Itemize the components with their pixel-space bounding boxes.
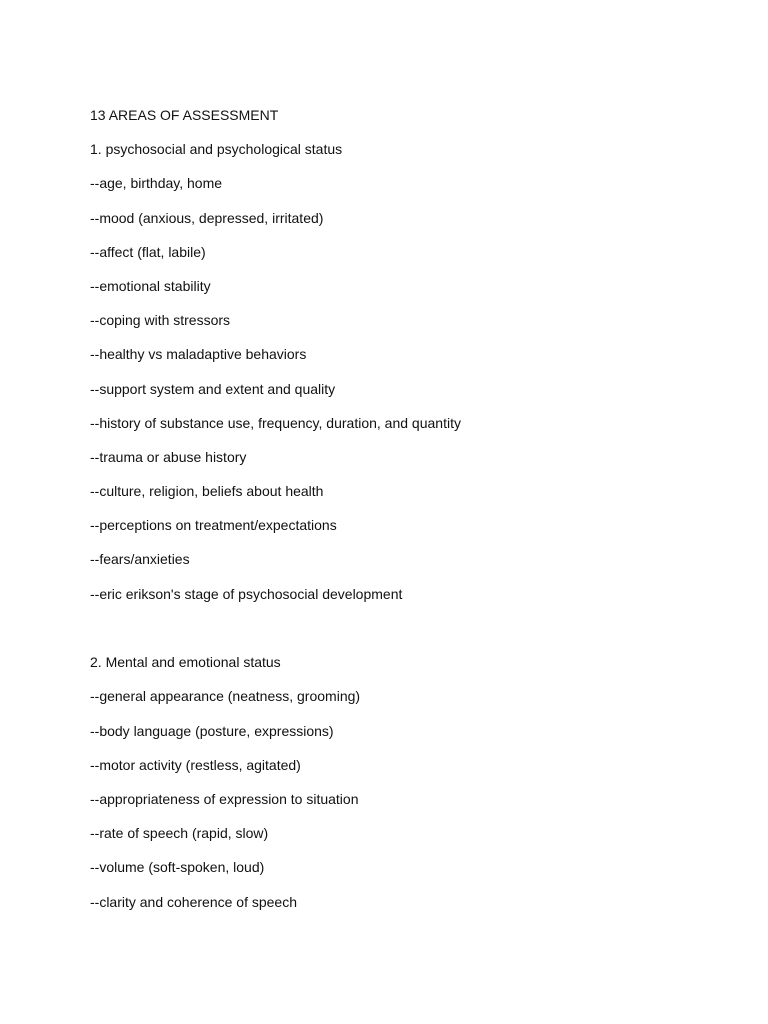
document-page xyxy=(90,107,730,928)
list-item: --motor activity (restless, agitated) xyxy=(90,756,301,773)
list-item: --support system and extent and quality xyxy=(90,380,336,397)
document-title: 13 AREAS OF ASSESSMENT xyxy=(90,107,279,123)
list-item: --clarity and coherence of speech xyxy=(90,893,297,910)
list-item: --healthy vs maladaptive behaviors xyxy=(90,346,307,363)
list-item: --rate of speech (rapid, slow) xyxy=(90,825,269,842)
list-item: --fears/anxieties xyxy=(90,551,190,568)
list-item: --mood (anxious, depressed, irritated) xyxy=(90,209,324,226)
section-heading: 1. psychosocial and psychological status xyxy=(90,141,343,158)
list-item: --coping with stressors xyxy=(90,312,231,329)
list-item: --emotional stability xyxy=(90,277,211,294)
list-item: --perceptions on treatment/expectations xyxy=(90,517,337,534)
list-item: --volume (soft-spoken, loud) xyxy=(90,859,265,876)
list-item: --body language (posture, expressions) xyxy=(90,722,334,739)
list-item: --history of substance use, frequency, duration, and quantity xyxy=(90,414,461,431)
list-item: --trauma or abuse history xyxy=(90,448,247,465)
list-item: --culture, religion, beliefs about health xyxy=(90,483,324,500)
list-item: --appropriateness of expression to situation xyxy=(90,790,359,807)
list-item: --age, birthday, home xyxy=(90,175,223,192)
list-item: --eric erikson's stage of psychosocial development xyxy=(90,585,403,602)
list-item: --general appearance (neatness, grooming) xyxy=(90,688,361,705)
section-heading: 2. Mental and emotional status xyxy=(90,654,281,671)
list-item: --affect (flat, labile) xyxy=(90,243,206,260)
section-spacer xyxy=(90,620,730,637)
